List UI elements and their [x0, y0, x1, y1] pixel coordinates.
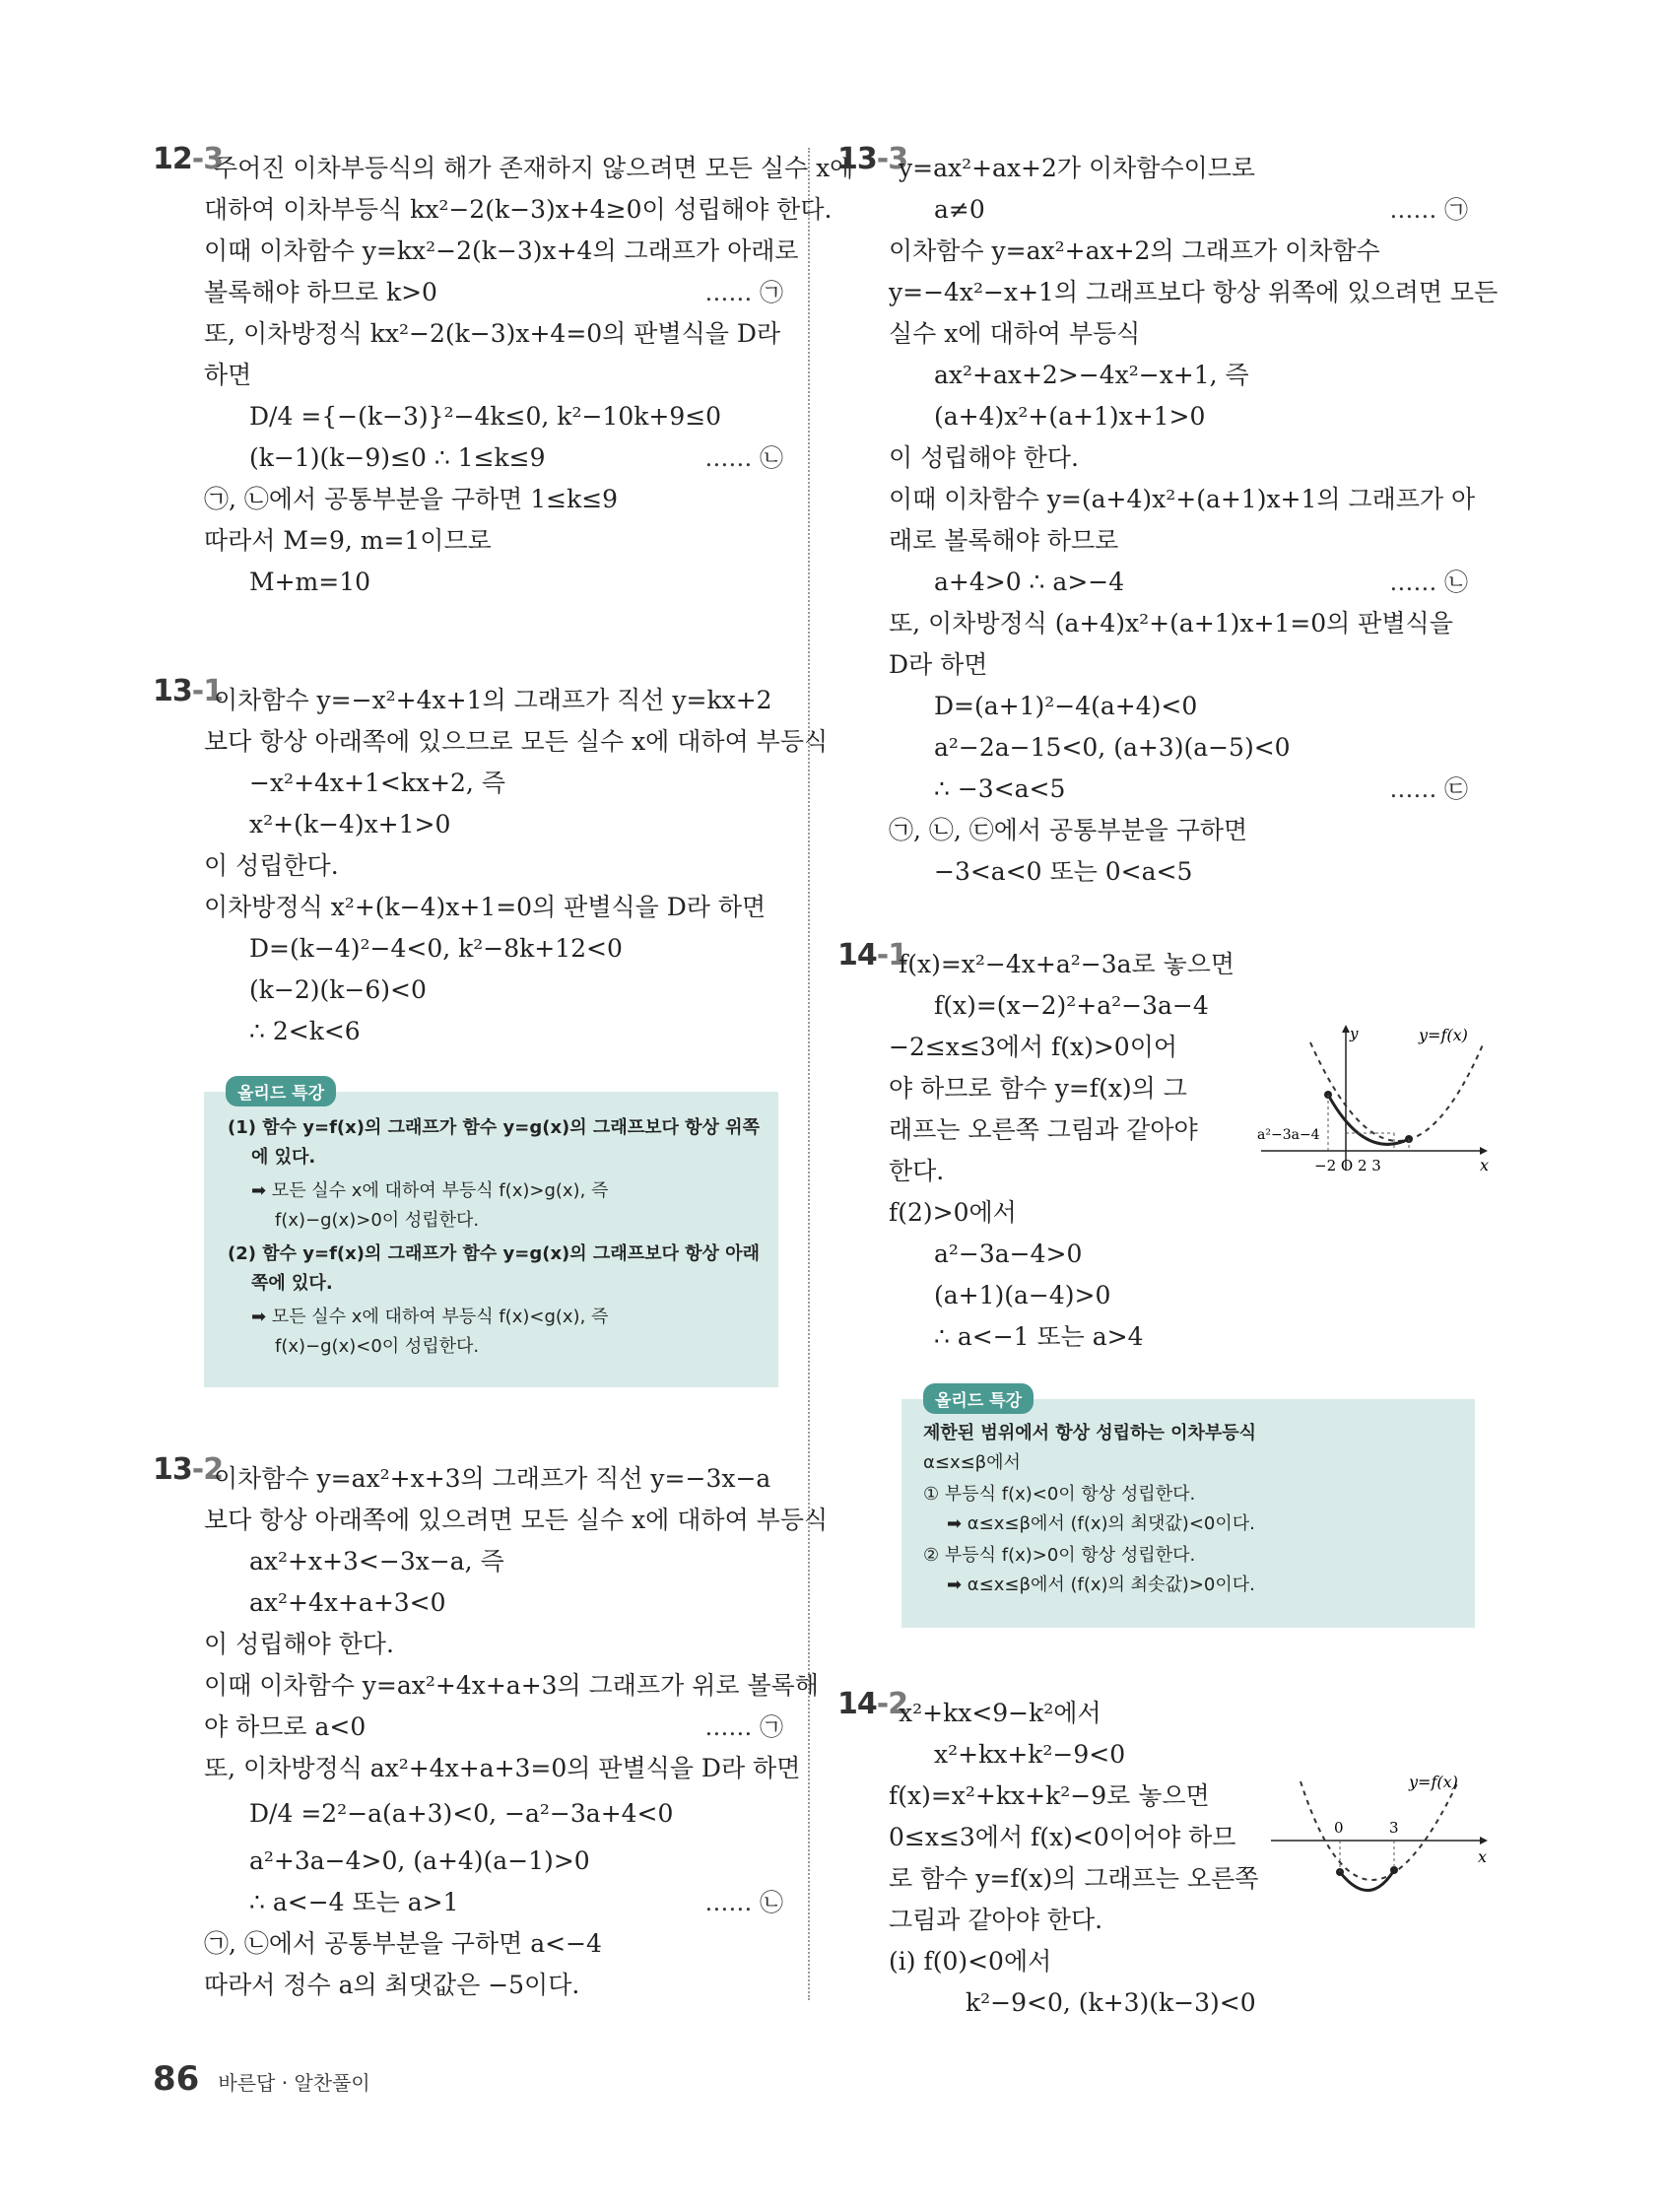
tip-line: 쪽에 있다. — [251, 1273, 333, 1294]
math-line: ∴ 2<k<6 — [249, 1017, 361, 1045]
curve-label: y=f(x) — [1409, 1773, 1458, 1791]
math-line: a+4>0 ∴ a>−4 — [934, 568, 1125, 596]
tip-line: ➡ 모든 실수 x에 대하여 부등식 f(x)>g(x), 즉 — [251, 1180, 609, 1201]
math-line: D=(k−4)²−4<0, k²−8k+12<0 — [249, 934, 623, 963]
tip-box — [204, 1084, 778, 1387]
text-line: 이차함수 y=ax²+x+3의 그래프가 직선 y=−3x−a — [214, 1464, 771, 1493]
text-line: 또, 이차방정식 (a+4)x²+(a+1)x+1=0의 판별식을 — [889, 609, 1453, 637]
text-line: f(2)>0에서 — [889, 1198, 1017, 1227]
tip-badge: 올리드 특강 — [226, 1076, 336, 1106]
text-line: 이차함수 y=−x²+4x+1의 그래프가 직선 y=kx+2 — [214, 686, 772, 714]
equation-tag: …… ㉠ — [704, 279, 783, 306]
page-footer — [153, 2059, 370, 2099]
parabola-solid — [1340, 1870, 1394, 1891]
text-line: 또, 이차방정식 kx²−2(k−3)x+4=0의 판별식을 D라 — [204, 319, 781, 348]
text-line: 이 성립해야 한다. — [889, 443, 1079, 472]
math-line: ∴ −3<a<5 — [934, 774, 1066, 803]
text-line: D라 하면 — [889, 650, 988, 679]
math-line: f(x)=(x−2)²+a²−3a−4 — [934, 991, 1209, 1020]
math-line: a²−2a−15<0, (a+3)(a−5)<0 — [934, 733, 1291, 762]
text-line: 야 하므로 a<0 — [204, 1712, 367, 1741]
tip-line: f(x)−g(x)<0이 성립한다. — [275, 1336, 480, 1357]
text-line: y=ax²+ax+2가 이차함수이므로 — [899, 154, 1256, 182]
tip-box — [901, 1391, 1475, 1628]
math-line: ∴ a<−1 또는 a>4 — [934, 1322, 1144, 1351]
tip-line: (2) 함수 y=f(x)의 그래프가 함수 y=g(x)의 그래프보다 항상 아래 — [228, 1243, 760, 1264]
text-line: 이차함수 y=ax²+ax+2의 그래프가 이차함수 — [889, 236, 1380, 265]
text-line: x²+kx<9−k²에서 — [899, 1699, 1101, 1727]
math-line: D/4 =2²−a(a+3)<0, −a²−3a+4<0 — [249, 1799, 674, 1828]
math-line: D/4 ={−(k−3)}²−4k≤0, k²−10k+9≤0 — [249, 402, 722, 431]
text-line: 이때 이차함수 y=(a+4)x²+(a+1)x+1의 그래프가 아 — [889, 485, 1476, 513]
math-line: x²+(k−4)x+1>0 — [249, 810, 451, 838]
tip-line: 에 있다. — [251, 1147, 316, 1168]
x-axis-arrow — [1480, 1837, 1488, 1844]
tip-line: (1) 함수 y=f(x)의 그래프가 함수 y=g(x)의 그래프보다 항상 위쪽 — [228, 1117, 760, 1138]
parabola-dashed — [1310, 1042, 1484, 1141]
text-line: 이 성립한다. — [204, 851, 339, 880]
text-line: 실수 x에 대하여 부등식 — [889, 319, 1141, 348]
tick-labels: −2 O 2 3 — [1314, 1157, 1381, 1174]
text-line: 또, 이차방정식 ax²+4x+a+3=0의 판별식을 D라 하면 — [204, 1754, 801, 1782]
text-line: 주어진 이차부등식의 해가 존재하지 않으려면 모든 실수 x에 — [214, 154, 854, 182]
math-line: (k−2)(k−6)<0 — [249, 975, 427, 1004]
problem-number: 13-3 — [837, 142, 908, 176]
text-line: −2≤x≤3에서 f(x)>0이어 — [889, 1033, 1178, 1061]
tip-line: ➡ α≤x≤β에서 (f(x)의 최솟값)>0이다. — [947, 1575, 1255, 1595]
math-line: −x²+4x+1<kx+2, 즉 — [249, 769, 505, 797]
math-line: ax²+ax+2>−4x²−x+1, 즉 — [934, 361, 1249, 389]
problem-number: 13-1 — [153, 674, 224, 708]
text-line: ㉠, ㉡, ㉢에서 공통부분을 구하면 — [889, 816, 1248, 844]
text-line: 이때 이차함수 y=kx²−2(k−3)x+4의 그래프가 아래로 — [204, 236, 799, 265]
text-line: 보다 항상 아래쪽에 있으므로 모든 실수 x에 대하여 부등식 — [204, 727, 829, 756]
footer-title: 바른답 · 알찬풀이 — [218, 2071, 370, 2095]
text-line: 대하여 이차부등식 kx²−2(k−3)x+4≥0이 성립해야 한다. — [204, 195, 833, 224]
curve-label: y=f(x) — [1419, 1026, 1468, 1044]
tip-badge: 올리드 특강 — [923, 1383, 1034, 1414]
equation-tag: …… ㉠ — [1389, 196, 1468, 224]
math-line: ax²+4x+a+3<0 — [249, 1588, 446, 1617]
x-axis-label: x — [1478, 1847, 1488, 1866]
equation-tag: …… ㉡ — [704, 444, 783, 472]
equation-tag: …… ㉠ — [704, 1713, 783, 1741]
math-line: (k−1)(k−9)≤0 ∴ 1≤k≤9 — [249, 443, 546, 472]
equation-tag: …… ㉢ — [1389, 775, 1468, 803]
equation-tag: …… ㉡ — [1389, 569, 1468, 596]
parabola-dashed — [1301, 1781, 1458, 1880]
math-line: M+m=10 — [249, 568, 371, 596]
tip-line: ➡ 모든 실수 x에 대하여 부등식 f(x)<g(x), 즉 — [251, 1307, 609, 1327]
text-line: f(x)=x²−4x+a²−3a로 놓으면 — [899, 950, 1235, 978]
tick-3: 3 — [1389, 1819, 1399, 1837]
text-line: 이 성립해야 한다. — [204, 1630, 394, 1658]
y-axis-arrow — [1342, 1025, 1350, 1033]
tip-line: f(x)−g(x)>0이 성립한다. — [275, 1210, 480, 1231]
math-line: −3<a<0 또는 0<a<5 — [934, 857, 1193, 886]
text-line: 볼록해야 하므로 k>0 — [204, 278, 437, 306]
tip-line: α≤x≤β에서 — [923, 1452, 1021, 1473]
text-line: 로 함수 y=f(x)의 그래프는 오른쪽 — [889, 1864, 1259, 1893]
text-line: 하면 — [204, 361, 252, 389]
tip-line: ➡ α≤x≤β에서 (f(x)의 최댓값)<0이다. — [947, 1513, 1255, 1534]
math-line: x²+kx+k²−9<0 — [934, 1740, 1126, 1769]
math-line: (a+4)x²+(a+1)x+1>0 — [934, 402, 1206, 431]
problem-number: 14-1 — [837, 938, 908, 972]
equation-tag: …… ㉡ — [704, 1889, 783, 1916]
text-line: y=−4x²−x+1의 그래프보다 항상 위쪽에 있으려면 모든 — [889, 278, 1499, 306]
x-axis-arrow — [1480, 1147, 1488, 1155]
text-line: 따라서 M=9, m=1이므로 — [204, 526, 492, 555]
page-number: 86 — [153, 2059, 200, 2099]
text-line: 따라서 정수 a의 최댓값은 −5이다. — [204, 1971, 580, 1999]
text-line: 보다 항상 아래쪽에 있으려면 모든 실수 x에 대하여 부등식 — [204, 1506, 829, 1534]
math-line: k²−9<0, (k+3)(k−3)<0 — [966, 1988, 1256, 2017]
text-line: 이차방정식 x²+(k−4)x+1=0의 판별식을 D라 하면 — [204, 893, 767, 921]
x-axis-label: x — [1480, 1156, 1490, 1174]
text-line: 0≤x≤3에서 f(x)<0이어야 하므 — [889, 1823, 1236, 1851]
text-line: 래로 볼록해야 하므로 — [889, 526, 1119, 555]
math-line: a²+3a−4>0, (a+4)(a−1)>0 — [249, 1846, 590, 1875]
text-line: 그림과 같아야 한다. — [889, 1906, 1103, 1934]
math-line: ax²+x+3<−3x−a, 즉 — [249, 1547, 504, 1575]
text-line: 한다. — [889, 1157, 945, 1185]
text-line: 래프는 오른쪽 그림과 같아야 — [889, 1115, 1198, 1144]
parabola-graph-14-2 — [1271, 1772, 1488, 1919]
parabola-solid — [1328, 1095, 1409, 1144]
text-line: f(x)=x²+kx+k²−9로 놓으면 — [889, 1781, 1210, 1810]
problem-number: 12-3 — [153, 142, 224, 176]
problem-number: 14-2 — [837, 1687, 908, 1721]
math-line: a≠0 — [934, 195, 985, 224]
text-line: 야 하므로 함수 y=f(x)의 그 — [889, 1074, 1187, 1103]
y-axis-label: y — [1350, 1025, 1359, 1042]
tip-line: ② 부등식 f(x)>0이 항상 성립한다. — [923, 1545, 1196, 1566]
text-line: (i) f(0)<0에서 — [889, 1947, 1052, 1976]
parabola-graph-14-1 — [1251, 1023, 1488, 1180]
column-divider — [808, 148, 810, 2000]
tip-line: 제한된 범위에서 항상 성립하는 이차부등식 — [923, 1423, 1257, 1443]
math-line: a²−3a−4>0 — [934, 1240, 1083, 1268]
text-line: ㉠, ㉡에서 공통부분을 구하면 a<−4 — [204, 1929, 602, 1958]
text-line: ㉠, ㉡에서 공통부분을 구하면 1≤k≤9 — [204, 485, 619, 513]
y-intercept-label: a²−3a−4 — [1257, 1127, 1320, 1143]
math-line: (a+1)(a−4)>0 — [934, 1281, 1111, 1309]
problem-number: 13-2 — [153, 1452, 224, 1487]
tip-line: ① 부등식 f(x)<0이 항상 성립한다. — [923, 1484, 1196, 1505]
math-line: D=(a+1)²−4(a+4)<0 — [934, 692, 1198, 720]
tick-0: 0 — [1334, 1819, 1344, 1837]
text-line: 이때 이차함수 y=ax²+4x+a+3의 그래프가 위로 볼록해 — [204, 1671, 819, 1700]
math-line: ∴ a<−4 또는 a>1 — [249, 1888, 459, 1916]
